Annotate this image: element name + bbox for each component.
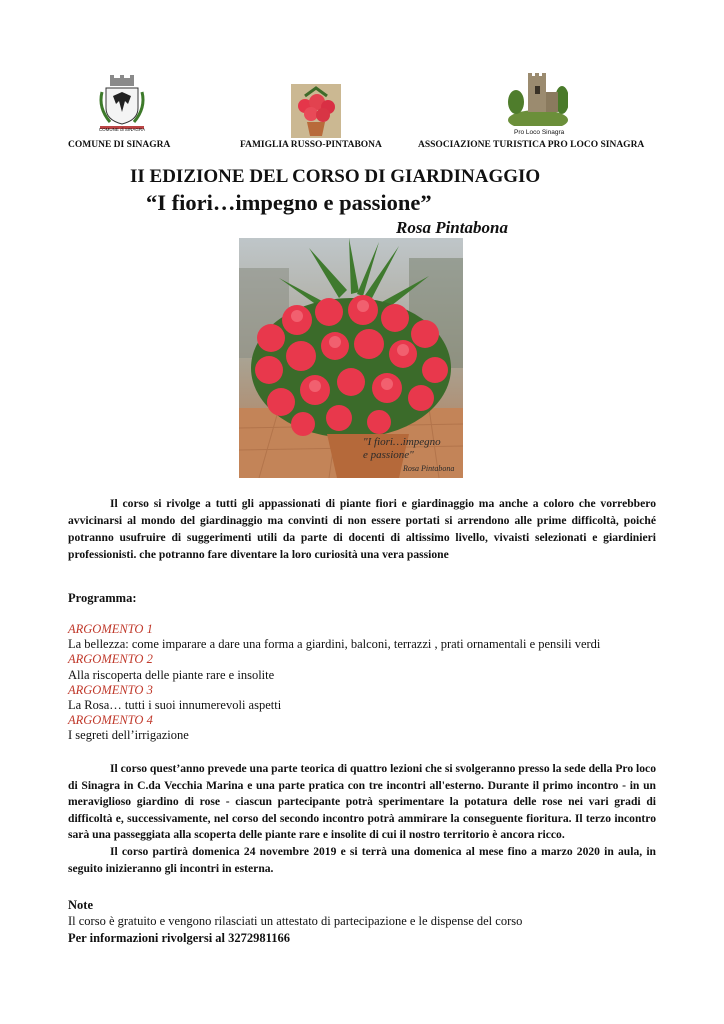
course-subtitle: “I fiori…impegno e passione” bbox=[146, 190, 432, 215]
intro-section bbox=[68, 495, 656, 563]
main-flower-photo bbox=[239, 238, 463, 478]
comune-logo-sublabel: COMUNE di SINAGRA bbox=[98, 127, 146, 132]
argomento-3-heading: ARGOMENTO 3 bbox=[68, 682, 153, 697]
logo-label-proloco: ASSOCIAZIONE TURISTICA PRO LOCO SINAGRA bbox=[418, 140, 645, 150]
famiglia-logo bbox=[291, 84, 341, 138]
intro-paragraph: Il corso si rivolge a tutti gli appassionati di piante fiori e giardinaggio ma anche a coloro che vorrebbero avvicinarsi al mondo del giardinaggio ma convinti di non essere portati si arrendono alle prime difficoltà, poiché potranno usufruire di suggerimenti utili da parte di docenti di altissimo livello, vivaisti selezionati e giardinieri professionisti. che potranno fare diventare la loro curiosità una vera passione bbox=[68, 497, 656, 561]
contact-info: Per informazioni rivolgersi al 3272981166 bbox=[68, 931, 290, 945]
photo-caption-line1: "I fiori…impegno bbox=[363, 436, 441, 448]
flower-pot-photo bbox=[291, 84, 341, 138]
castle-tower-photo bbox=[508, 70, 568, 126]
course-edition-title: II EDIZIONE DEL CORSO DI GIARDINAGGIO bbox=[130, 166, 541, 187]
author-name: Rosa Pintabona bbox=[396, 218, 508, 237]
argomento-1-heading: ARGOMENTO 1 bbox=[68, 622, 153, 636]
argomento-4-text: I segreti dell’irrigazione bbox=[68, 728, 189, 743]
argomento-3-text: La Rosa… tutti i suoi innumerevoli aspetti bbox=[68, 698, 282, 713]
argomento-4-heading: ARGOMENTO 4 bbox=[68, 713, 153, 728]
course-details-section bbox=[68, 761, 656, 877]
proloco-logo bbox=[508, 70, 568, 126]
argomento-2-text: Alla riscoperta delle piante rare e insolite bbox=[68, 667, 275, 682]
logo-label-famiglia: FAMIGLIA RUSSO-PINTABONA bbox=[240, 140, 382, 150]
course-dates-paragraph: Il corso partirà domenica 24 novembre 2019 e si terrà una domenica al mese fino a marzo 2020 in aula, in seguito inizieranno gli incontri in esterna. bbox=[68, 844, 656, 875]
argomento-2-heading: ARGOMENTO 2 bbox=[68, 652, 153, 667]
photo-caption-line2: e passione" bbox=[363, 449, 414, 461]
comune-logo bbox=[96, 74, 148, 136]
proloco-caption: Pro Loco Sinagra bbox=[514, 129, 565, 136]
programma-title: Programma: bbox=[68, 591, 137, 605]
programma-list bbox=[68, 622, 668, 744]
note-text: Il corso è gratuito e vengono rilasciati un attestato di partecipazione e le dispense del corso bbox=[68, 914, 523, 928]
photo-caption-author: Rosa Pintabona bbox=[403, 464, 455, 473]
note-heading: Note bbox=[68, 898, 93, 912]
logo-label-comune: COMUNE DI SINAGRA bbox=[68, 140, 171, 150]
course-details-paragraph: Il corso quest’anno prevede una parte teorica di quattro lezioni che si svolgeranno presso la sede della Pro loco di Sinagra in C.da Vecchia Marina e una parte pratica con tre incontri all'esterno. Durante il primo incontro - in un meraviglioso giardino di rose - ciascun partecipante potrà sperimentare la potatura delle rose nei vari gradi di difficoltà e, successivamente, nel corso del secondo incontro potrà ammirare la conseguente fioritura. Il terzo incontro sarà una passeggiata alla scoperta delle piante rare e insolite di cui il nostro territorio è ancora ricco. bbox=[68, 762, 656, 842]
argomento-1-text: La bellezza: come imparare a dare una forma a giardini, balconi, terrazzi , prati ornamentali e pensili verdi bbox=[68, 637, 601, 652]
